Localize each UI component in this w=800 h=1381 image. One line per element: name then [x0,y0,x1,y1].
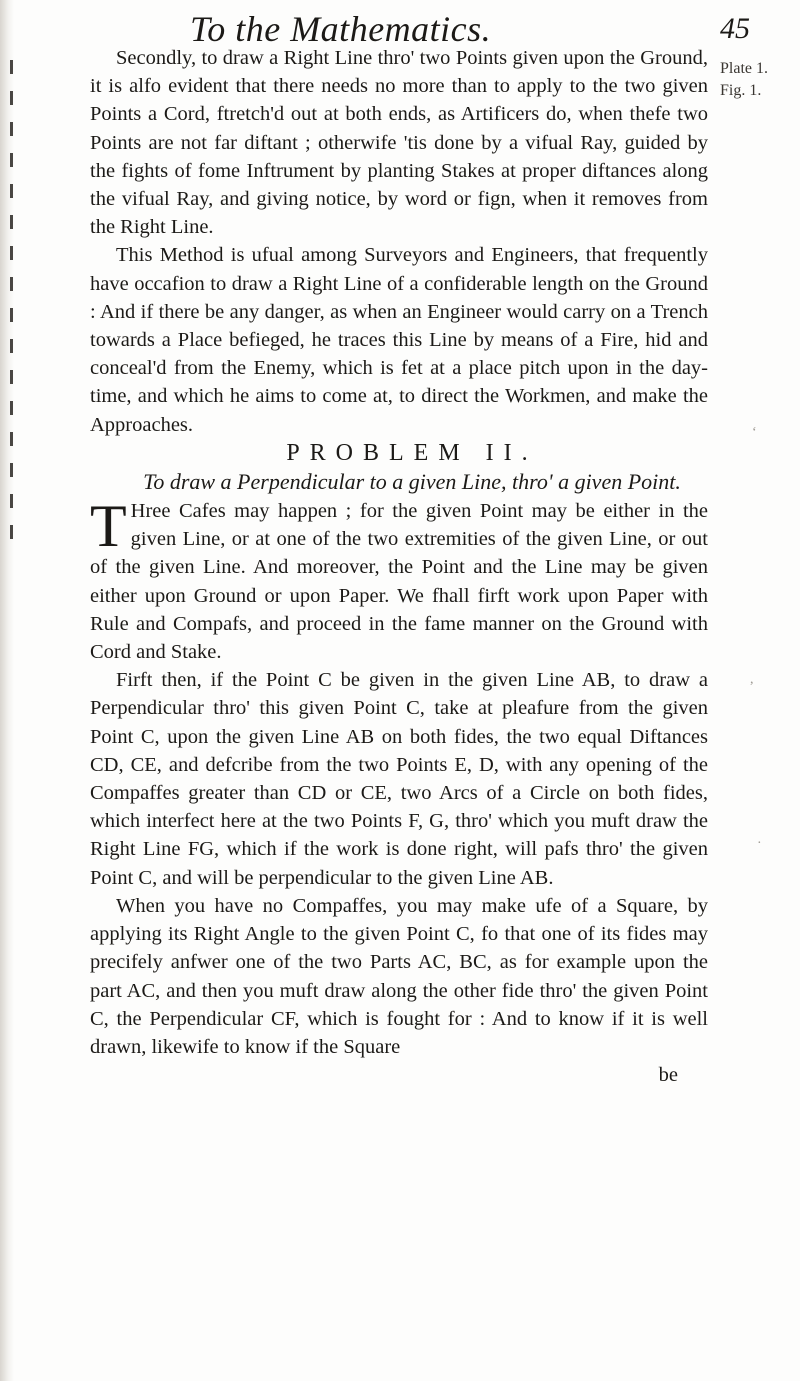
body-text [90,44,708,1089]
stray-ink-mark: · [757,836,762,851]
paragraph-with-drop-cap [90,493,708,666]
binding-marks [10,60,14,600]
page-number: 45 [720,12,750,45]
running-title: To the Mathematics. [190,9,492,49]
paragraph: This Method is ufual among Surveyors and Engineers, that frequently have occafion to draw a Right Line of a confiderable length on the Ground : And if there be any danger, as when an Engineer would carry on a Trench towards a Place befieged, he traces this Line by means of a Fire, hid and conceal'd from the Enemy, which is fet at a place pitch upon in the day-time, and which he aims to come at, to direct the Workmen, and make the Approaches. [90,244,708,436]
drop-cap: T [90,493,127,560]
catchword: be [658,1064,678,1087]
stray-ink-mark: , [750,672,754,687]
problem-heading: PROBLEM II. [286,439,538,466]
figure-reference: Fig. 1. [720,82,762,99]
paragraph: Secondly, to draw a Right Line thro' two Points given upon the Ground, it is alfo evident that there needs no more than to apply to the two given Points a Cord, ftretch'd out at both ends, as Artificers do, when thefe two Points are not far diftant ; otherwife 'tis done by a vifual Ray, guided by the fights of fome Inftrument by planting Stakes at proper diftances along the vifual Ray, and giving notice, by word or fign, when it removes from the Right Line. [90,47,708,239]
problem-statement: To draw a Perpendicular to a given Line, thro' a given Point. [143,469,681,495]
margin-note [720,58,790,102]
stray-ink-mark: ‘ [752,425,757,440]
binding-gutter [0,0,14,1381]
paragraph: When you have no Compaffes, you may make ufe of a Square, by applying its Right Angle to the given Point C, fo that one of its fides may precifely anfwer one of the two Parts AC, BC, as for example upon the part AC, and then you muft draw along the other fide thro' the given Point C, the Perpendicular CF, which is fought for : And to know if it is well drawn, likewife to know if the Square [90,894,708,1058]
paragraph: Firft then, if the Point C be given in the given Line AB, to draw a Perpendicular thro' this given Point C, take at pleafure from the given Point C, upon the given Line AB on both fides, the two equal Diftances CD, CE, and defcribe from the two Points E, D, with any opening of the Compaffes greater than CD or CE, two Arcs of a Circle on both fides, which interfect here at the two Points F, G, thro' which you muft draw the Right Line FG, which if the work is done right, will pafs thro' the given Point C, and will be perpendicular to the given Line AB. [90,669,708,889]
paragraph-text: Hree Cafes may happen ; for the given Point may be either in the given Line, or at one of the two extremities of the given Line, or out of the given Line. And moreover, the Point and the Line may be given either upon Ground or upon Paper. We fhall firft work upon Paper with Rule and Compafs, and proceed in the fame manner on the Ground with Cord and Stake. [90,500,708,664]
plate-reference: Plate 1. [720,60,768,77]
